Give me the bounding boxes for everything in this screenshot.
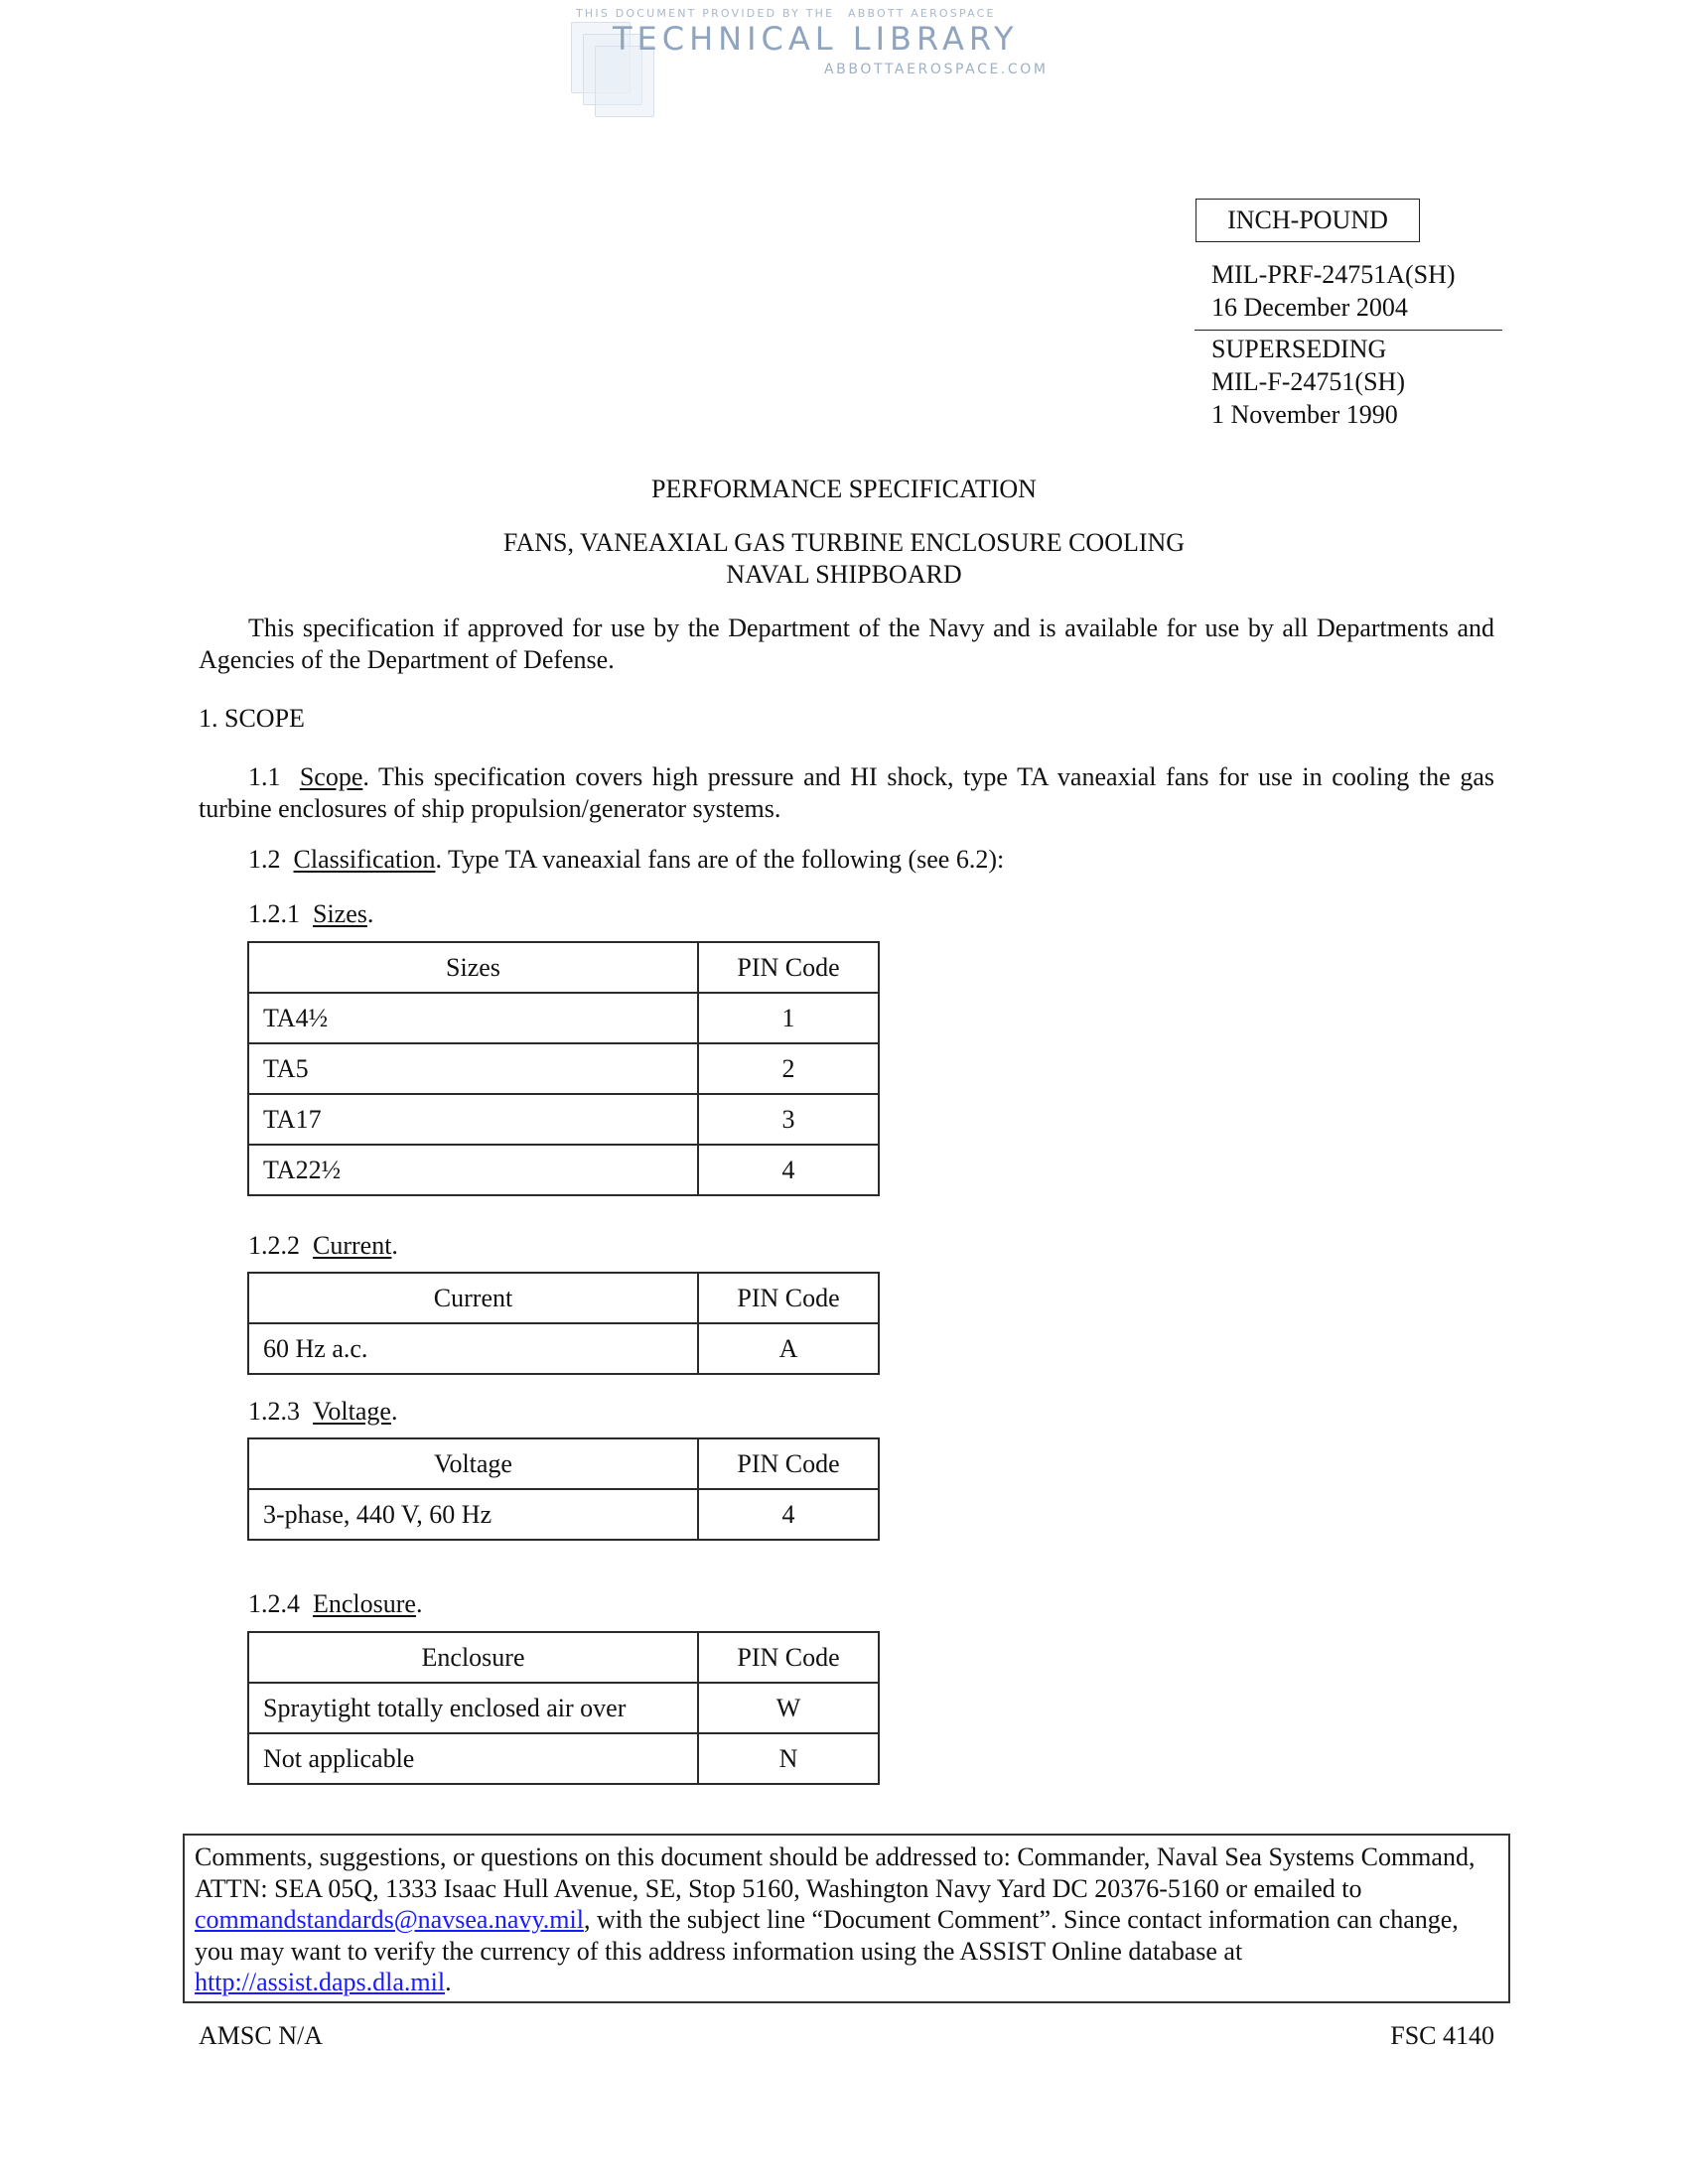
spec-title-line1: FANS, VANEAXIAL GAS TURBINE ENCLOSURE COOLING: [502, 528, 1186, 557]
voltage-table: [247, 1437, 880, 1541]
pin-code-cell: 4: [698, 1489, 879, 1540]
pin-code-cell: 4: [698, 1145, 879, 1195]
paragraph-1-2-3-voltage: 1.2.3 Voltage.: [248, 1397, 398, 1426]
table-row: [248, 1145, 879, 1195]
table-header-row: [248, 1273, 879, 1323]
section-heading-scope: 1. SCOPE: [199, 704, 305, 733]
paragraph-1-1-scope: 1.1 Scope. This specification covers high pressure and HI shock, type TA vaneaxial fans for use in cooling the gas turbine enclosures of ship propulsion/generator systems.: [199, 762, 1494, 823]
table-row: [248, 1489, 879, 1540]
enclosure-cell: Not applicable: [248, 1733, 698, 1784]
doc-date: 16 December 2004: [1211, 293, 1408, 322]
column-header: PIN Code: [698, 1438, 879, 1489]
table-row: [248, 1043, 879, 1094]
approval-paragraph: This specification if approved for use by the Department of the Navy and is available for use by all Departments and Agencies of the Department of Defense.: [199, 614, 1494, 674]
assist-url-link[interactable]: http://assist.daps.dla.mil: [195, 1968, 446, 1996]
spec-title-line2: NAVAL SHIPBOARD: [726, 560, 962, 589]
superseded-date: 1 November 1990: [1211, 400, 1398, 429]
paragraph-1-2-classification: 1.2 Classification. Type TA vaneaxial fans are of the following (see 6.2):: [248, 845, 1005, 874]
watermark-title: TECHNICAL LIBRARY: [613, 20, 1019, 58]
size-cell: TA5: [248, 1043, 698, 1094]
column-header: PIN Code: [698, 1632, 879, 1683]
watermark-logo: [571, 4, 1087, 113]
id-divider: [1195, 330, 1502, 331]
superseding-label: SUPERSEDING: [1211, 335, 1387, 363]
current-cell: 60 Hz a.c.: [248, 1323, 698, 1374]
watermark-url: ABBOTTAEROSPACE.COM: [824, 62, 1049, 77]
pin-code-cell: N: [698, 1733, 879, 1784]
size-cell: TA4½: [248, 993, 698, 1043]
comments-box: Comments, suggestions, or questions on this document should be addressed to: Commander, Naval Sea Systems Command, ATTN: SEA 05Q, 1333 Isaac Hull Avenue, SE, Stop 5160, Washington Navy Yard DC 20376-5160 or emailed to commandstandards@navsea.navy.mil, with the subject line “Document Comment”. Since contact information can change, you may want to verify the currency of this address information using the ASSIST Online database at http://assist.daps.dla.mil.: [183, 1834, 1510, 2003]
fsc-code: FSC 4140: [1390, 2021, 1494, 2050]
spec-type-title: PERFORMANCE SPECIFICATION: [651, 475, 1037, 503]
column-header: PIN Code: [698, 1273, 879, 1323]
measurement-system-box: INCH-POUND: [1196, 199, 1420, 242]
pin-code-cell: A: [698, 1323, 879, 1374]
enclosure-table: [247, 1631, 880, 1785]
doc-number: MIL-PRF-24751A(SH): [1211, 260, 1456, 289]
superseded-number: MIL-F-24751(SH): [1211, 367, 1405, 396]
size-cell: TA17: [248, 1094, 698, 1145]
table-row: [248, 1683, 879, 1733]
email-link[interactable]: commandstandards@navsea.navy.mil: [195, 1905, 584, 1934]
paragraph-1-2-2-current: 1.2.2 Current.: [248, 1231, 398, 1260]
pin-code-cell: 1: [698, 993, 879, 1043]
document-id-block: [1211, 258, 1456, 324]
table-header-row: [248, 942, 879, 993]
column-header: Current: [248, 1273, 698, 1323]
sizes-table: [247, 941, 880, 1196]
table-header-row: [248, 1632, 879, 1683]
table-header-row: [248, 1438, 879, 1489]
current-table: [247, 1272, 880, 1375]
watermark-provided-by: THIS DOCUMENT PROVIDED BY THE ABBOTT AEROSPACE: [576, 7, 996, 20]
column-header: Enclosure: [248, 1632, 698, 1683]
pin-code-cell: 2: [698, 1043, 879, 1094]
voltage-cell: 3-phase, 440 V, 60 Hz: [248, 1489, 698, 1540]
classification-title: Classification: [293, 845, 436, 874]
column-header: Sizes: [248, 942, 698, 993]
column-header: Voltage: [248, 1438, 698, 1489]
table-row: [248, 1094, 879, 1145]
table-row: [248, 1733, 879, 1784]
paragraph-1-2-1-sizes: 1.2.1 Sizes.: [248, 899, 374, 928]
scope-title: Scope: [299, 762, 363, 791]
column-header: PIN Code: [698, 942, 879, 993]
amsc-code: AMSC N/A: [199, 2021, 323, 2050]
pin-code-cell: W: [698, 1683, 879, 1733]
enclosure-cell: Spraytight totally enclosed air over: [248, 1683, 698, 1733]
paragraph-1-2-4-enclosure: 1.2.4 Enclosure.: [248, 1589, 423, 1618]
table-row: [248, 993, 879, 1043]
table-row: [248, 1323, 879, 1374]
superseding-block: [1211, 333, 1405, 431]
size-cell: TA22½: [248, 1145, 698, 1195]
pin-code-cell: 3: [698, 1094, 879, 1145]
